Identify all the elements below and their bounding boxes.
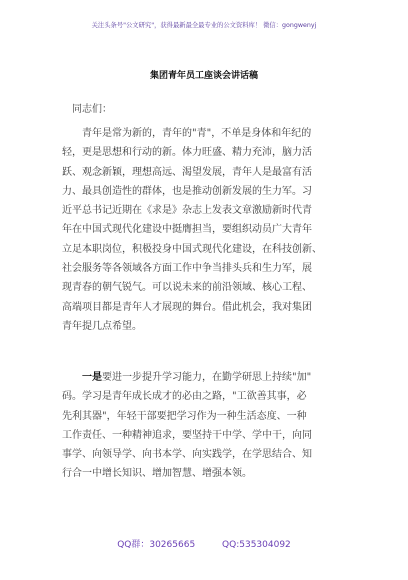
paragraph-line: 跃、观念新颖，理想高远、渴望发展，青年人是最富有活 [62,166,312,178]
paragraph-line: 工作责任、一种精神追求，要坚持干中学、学中干，向同 [62,429,312,441]
paragraph-line: 轻，更是思想和行动的新。体力旺盛、精力充沛，脑力活 [62,147,312,159]
paragraph-1 [62,124,352,336]
paragraph-line: 事学、向领导学、向书本学、向实践学，在学思结合、知 [62,449,312,461]
paragraph-line: 行合一中增长知识、增加智慧、增强本领。 [62,468,252,480]
footer-qq-group: QQ群：30265665 [117,540,196,550]
paragraph-line: 高端项目都是青年人才展现的舞台。借此机会，我对集团 [62,301,312,313]
page-title: 集团青年员工座谈会讲话稿 [149,71,258,81]
paragraph-line: 青年是常为新的，青年的"青"，不单是身体和年纪的 [82,128,312,139]
paragraph-line [62,368,352,387]
paragraph-2 [62,368,352,484]
paragraph-line: 现青春的朝气锐气。可以说未来的前沿领域、核心工程、 [62,282,312,294]
greeting: 同志们： [72,104,112,115]
paragraph-line: 青年提几点希望。 [62,320,142,332]
header-note: 关注头条号"公文研究"，获得最新最全最专业的公文资料库！ 微信：gongwenyj [91,22,317,29]
paragraph-line-text: 要进一步提升学习能力，在勤学研思上持续"加" [102,372,312,383]
paragraph-line: 社会服务等各领域各方面工作中争当排头兵和生力军，展 [62,263,312,275]
paragraph-line: 年在中国式现代化建设中挺膺担当，要组织动员广大青年 [62,224,312,236]
paragraph-line: 码。学习是青年成长成才的必由之路，"工欲善其事，必 [62,391,307,403]
footer [0,537,408,550]
paragraph-line: 力、最具创造性的群体，也是推动创新发展的生力军。习 [62,185,312,197]
paragraph-lead: 一是 [82,372,102,383]
paragraph-line: 先利其器"，年轻干部要把学习作为一种生活态度、一种 [62,410,307,422]
paragraph-line: 近平总书记近期在《求是》杂志上发表文章激励新时代青 [62,205,312,217]
paragraph-line: 立足本职岗位，积极投身中国式现代化建设，在科技创新、 [62,243,322,255]
footer-qq: QQ:535304092 [222,540,291,550]
